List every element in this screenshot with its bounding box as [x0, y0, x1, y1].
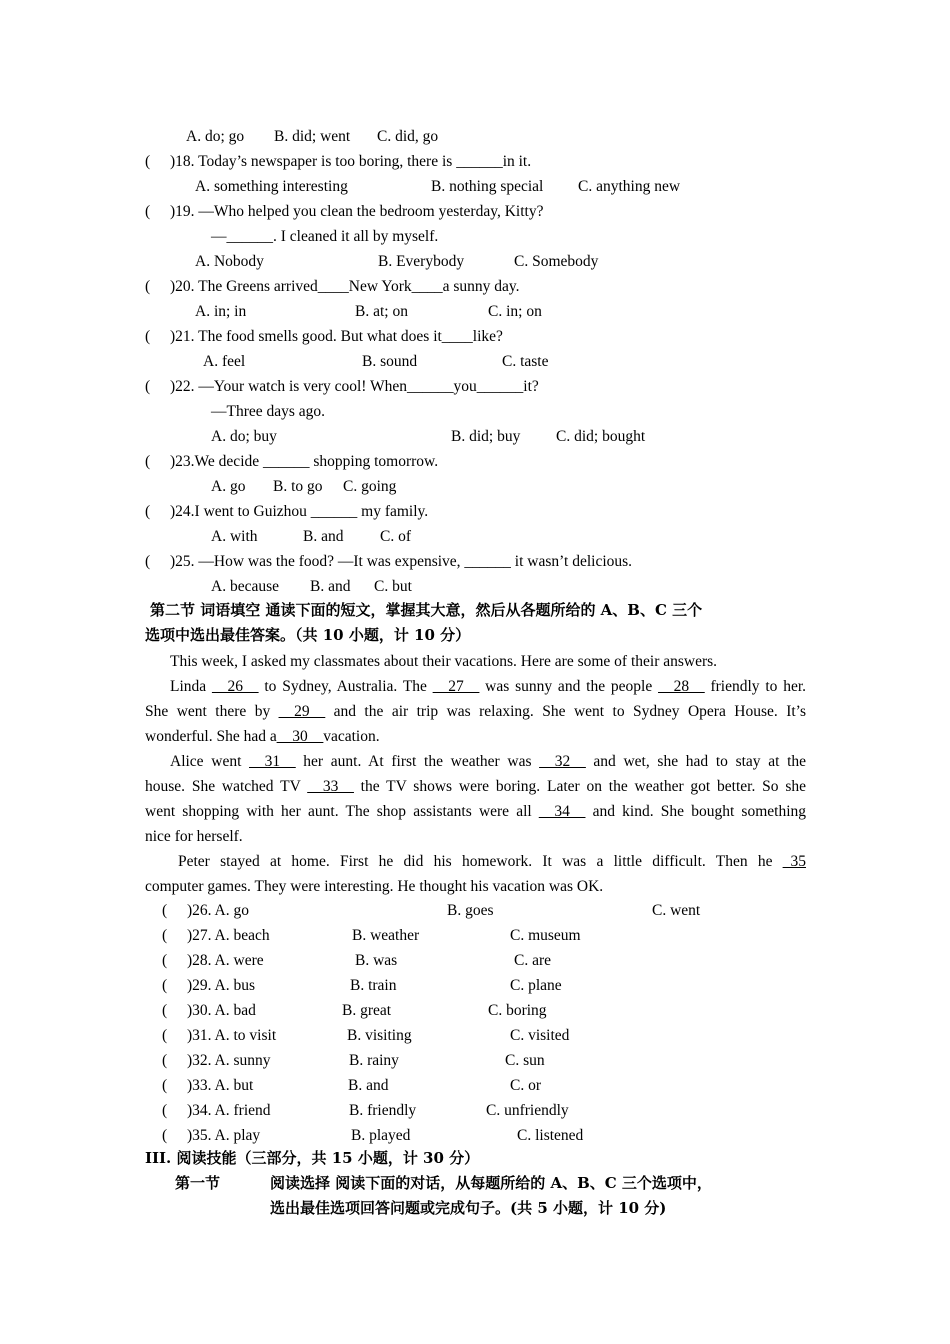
q23-option-b: B. to go	[273, 478, 323, 495]
cloze-q28-c: C. are	[514, 952, 552, 969]
q23-paren: (	[145, 453, 151, 470]
q18-option-b: B. nothing special	[431, 178, 544, 195]
cloze-q31-b: B. visiting	[347, 1027, 412, 1044]
q22-option-a: A. do; buy	[211, 428, 277, 445]
q17-option-c: C. did, go	[377, 128, 439, 145]
cloze-q31-c: C. visited	[510, 1027, 570, 1044]
section3-sub-line2: 选出最佳选项回答问题或完成句子。(共 5 小题，计 10 分)	[270, 1199, 667, 1217]
passage-p1-line3	[145, 724, 380, 749]
passage-text: went shopping with her aunt. The shop assistants were all	[145, 803, 532, 820]
cloze-paren: (	[162, 952, 168, 969]
cloze-q32: )32. A. sunny	[187, 1052, 271, 1069]
blank-33: __33__	[307, 778, 354, 795]
cloze-q28: )28. A. were	[187, 952, 264, 969]
q21-stem: )21. The food smells good. But what does it____like?	[170, 328, 503, 345]
passage-text: and the air trip was relaxing. She went to Sydney Opera House. It’s	[333, 703, 807, 720]
section2-heading-line1: 第二节 词语填空 通读下面的短文，掌握其大意，然后从各题所给的 A、B、C 三个	[150, 601, 703, 619]
q20-option-a: A. in; in	[195, 303, 247, 320]
cloze-paren: (	[162, 1052, 168, 1069]
q21-option-a: A. feel	[203, 353, 246, 370]
passage-text: wonderful. She had a	[145, 728, 277, 745]
passage-text: friendly to her.	[710, 678, 807, 695]
cloze-paren: (	[162, 977, 168, 994]
passage-text: the TV shows were boring. Later on the weather got better. So she	[360, 778, 807, 795]
q22-paren: (	[145, 378, 151, 395]
blank-35: _35	[782, 853, 806, 870]
cloze-q33-c: C. or	[510, 1077, 541, 1094]
q20-paren: (	[145, 278, 151, 295]
q25-option-a: A. because	[211, 578, 279, 595]
passage-text: Peter stayed at home. First he did his homework. It was a little difficult. Then he	[178, 853, 773, 870]
q20-stem: )20. The Greens arrived____New York____a sunny day.	[170, 278, 520, 295]
blank-27: __27__	[432, 678, 480, 695]
passage-text: Linda	[170, 678, 207, 695]
blank-31: __31__	[249, 753, 296, 770]
cloze-q33-b: B. and	[348, 1077, 389, 1094]
cloze-paren: (	[162, 902, 168, 919]
cloze-q28-b: B. was	[355, 952, 398, 969]
cloze-q34: )34. A. friend	[187, 1102, 271, 1119]
q22-option-c: C. did; bought	[556, 428, 646, 445]
q22-option-b: B. did; buy	[451, 428, 521, 445]
section3-sub-line1: 阅读选择 阅读下面的对话，从每题所给的 A、B、C 三个选项中，	[270, 1174, 712, 1192]
passage-p3-line2: computer games. They were interesting. He thought his vacation was OK.	[145, 878, 604, 895]
passage-text: vacation.	[323, 728, 380, 745]
cloze-paren: (	[162, 927, 168, 944]
q23-option-c: C. going	[343, 478, 397, 495]
q19-reply: —______. I cleaned it all by myself.	[211, 228, 439, 245]
cloze-q34-c: C. unfriendly	[486, 1102, 569, 1119]
cloze-q26-c: C. went	[652, 902, 701, 919]
cloze-q32-c: C. sun	[505, 1052, 545, 1069]
cloze-q30-b: B. great	[342, 1002, 392, 1019]
q17-option-a: A. do; go	[186, 128, 245, 145]
cloze-q29-c: C. plane	[510, 977, 562, 994]
q18-paren: (	[145, 153, 151, 170]
passage-text: her aunt. At first the weather was	[303, 753, 532, 770]
cloze-q26: )26. A. go	[187, 902, 249, 919]
passage-text: to Sydney, Australia. The	[264, 678, 427, 695]
q23-option-a: A. go	[211, 478, 246, 495]
q19-option-a: A. Nobody	[195, 253, 264, 270]
cloze-paren: (	[162, 1077, 168, 1094]
q21-paren: (	[145, 328, 151, 345]
passage-p2-line1	[170, 749, 806, 774]
passage-p1-line2	[145, 699, 806, 724]
passage-p2-line2	[145, 774, 806, 799]
q18-stem: )18. Today’s newspaper is too boring, there is ______in it.	[170, 153, 532, 170]
blank-26: __26__	[212, 678, 259, 695]
blank-34: __34__	[538, 803, 586, 820]
q24-option-c: C. of	[380, 528, 411, 545]
cloze-q30-c: C. boring	[488, 1002, 547, 1019]
q19-paren: (	[145, 203, 151, 220]
q19-option-c: C. Somebody	[514, 253, 599, 270]
cloze-q27-c: C. museum	[510, 927, 581, 944]
q18-option-c: C. anything new	[578, 178, 681, 195]
q19-option-b: B. Everybody	[378, 253, 465, 270]
q24-option-a: A. with	[211, 528, 258, 545]
blank-32: __32__	[539, 753, 586, 770]
cloze-q35: )35. A. play	[187, 1127, 261, 1144]
cloze-q30: )30. A. bad	[187, 1002, 256, 1019]
passage-p3-line1	[178, 849, 806, 874]
q21-option-c: C. taste	[502, 353, 549, 370]
section2-heading-line2: 选项中选出最佳答案。（共 10 小题，计 10 分）	[145, 626, 471, 644]
passage-text: Alice went	[170, 753, 242, 770]
passage-text: was sunny and the people	[485, 678, 653, 695]
q24-paren: (	[145, 503, 151, 520]
cloze-paren: (	[162, 1127, 168, 1144]
cloze-q33: )33. A. but	[187, 1077, 254, 1094]
cloze-q29-b: B. train	[350, 977, 397, 994]
q24-option-b: B. and	[303, 528, 344, 545]
cloze-paren: (	[162, 1102, 168, 1119]
cloze-q35-b: B. played	[351, 1127, 411, 1144]
cloze-q32-b: B. rainy	[349, 1052, 399, 1069]
section3-heading: III. 阅读技能（三部分，共 15 小题，计 30 分）	[145, 1149, 480, 1167]
passage-text: and kind. She bought something	[592, 803, 807, 820]
cloze-q26-b: B. goes	[447, 902, 494, 919]
q19-stem: )19. —Who helped you clean the bedroom yesterday, Kitty?	[170, 203, 544, 220]
blank-28: __28__	[658, 678, 705, 695]
blank-29: __29__	[278, 703, 326, 720]
q20-option-b: B. at; on	[355, 303, 408, 320]
section3-sub-label: 第一节	[175, 1174, 221, 1192]
cloze-paren: (	[162, 1027, 168, 1044]
cloze-q31: )31. A. to visit	[187, 1027, 277, 1044]
blank-30: __30__	[276, 728, 324, 745]
q18-option-a: A. something interesting	[195, 178, 348, 195]
cloze-q27: )27. A. beach	[187, 927, 270, 944]
passage-intro: This week, I asked my classmates about their vacations. Here are some of their answers.	[170, 653, 718, 670]
passage-text: She went there by	[145, 703, 271, 720]
q21-option-b: B. sound	[362, 353, 418, 370]
q17-option-b: B. did; went	[274, 128, 351, 145]
cloze-q29: )29. A. bus	[187, 977, 256, 994]
q20-option-c: C. in; on	[488, 303, 542, 320]
passage-p2-line4: nice for herself.	[145, 828, 243, 845]
passage-p1-line1	[170, 674, 806, 699]
q22-reply: —Three days ago.	[211, 403, 326, 420]
cloze-q27-b: B. weather	[352, 927, 420, 944]
q23-stem: )23.We decide ______ shopping tomorrow.	[170, 453, 439, 470]
cloze-q35-c: C. listened	[517, 1127, 584, 1144]
passage-text: house. She watched TV	[145, 778, 301, 795]
q25-option-c: C. but	[374, 578, 412, 595]
q25-option-b: B. and	[310, 578, 351, 595]
q24-stem: )24.I went to Guizhou ______ my family.	[170, 503, 429, 520]
q22-stem: )22. —Your watch is very cool! When______you______it?	[170, 378, 539, 395]
cloze-q34-b: B. friendly	[349, 1102, 417, 1119]
cloze-paren: (	[162, 1002, 168, 1019]
q25-stem: )25. —How was the food? —It was expensive, ______ it wasn’t delicious.	[170, 553, 633, 570]
q25-paren: (	[145, 553, 151, 570]
passage-text: and wet, she had to stay at the	[593, 753, 807, 770]
passage-p2-line3	[145, 799, 806, 824]
